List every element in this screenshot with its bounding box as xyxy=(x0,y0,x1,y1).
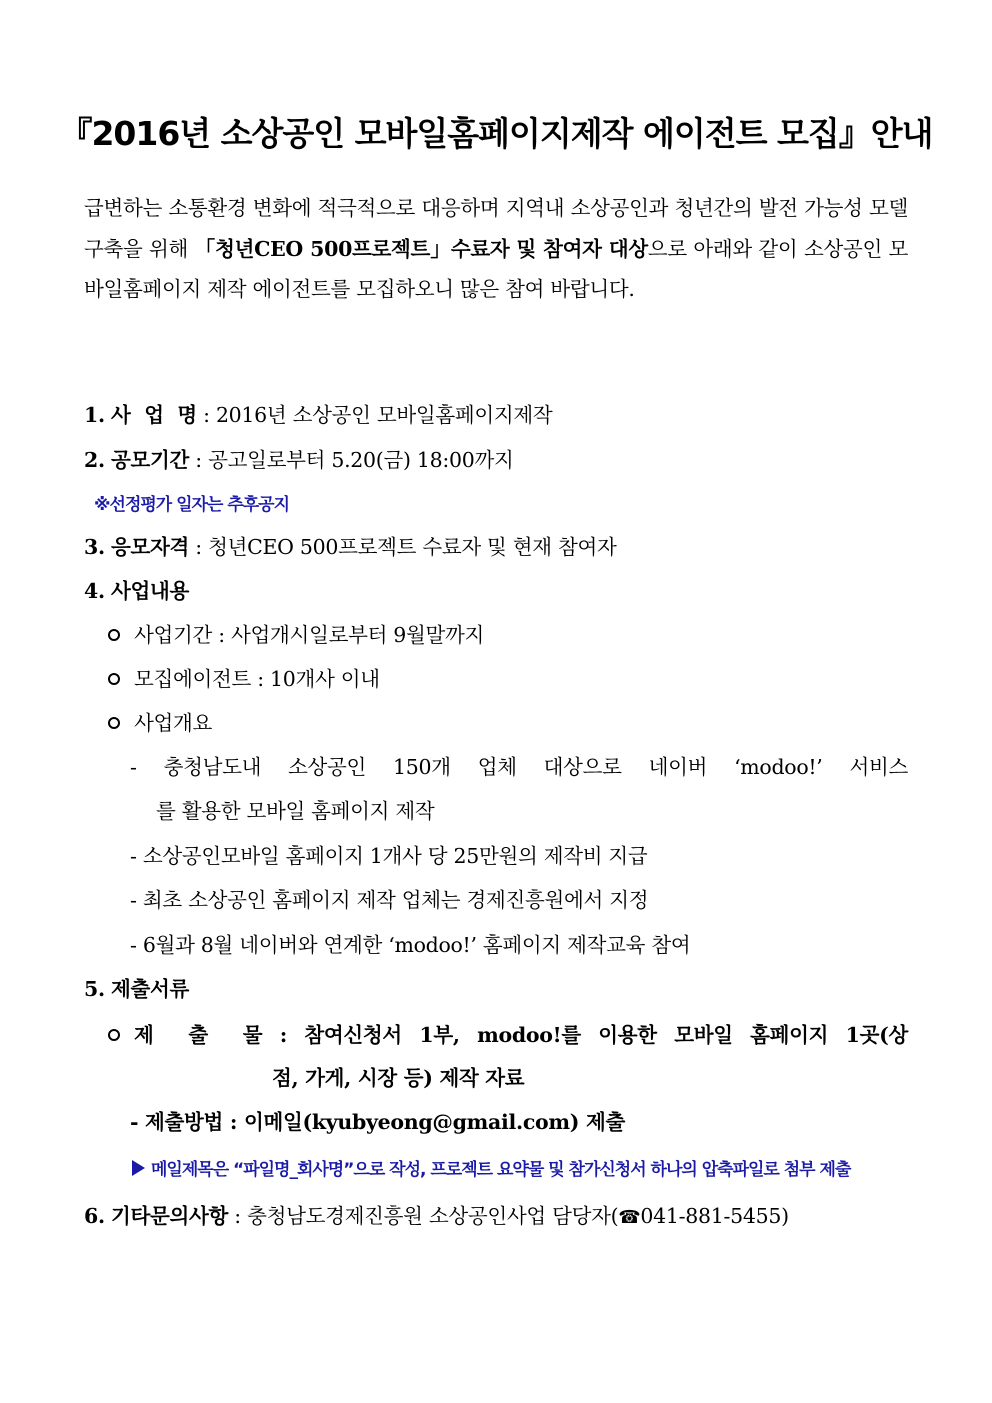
phone-icon: ☎ xyxy=(618,1207,641,1228)
triangle-bullet-icon xyxy=(132,1160,145,1176)
circle-bullet-icon xyxy=(108,1029,120,1041)
item-2-note: ※선정평가 일자는 추후공지 xyxy=(94,495,290,515)
item-5-note-text: 메일제목은 “파일명_회사명”으로 작성, 프로젝트 요약물 및 참가신청서 하나의 압축파일로 첨부 제출 xyxy=(151,1160,851,1180)
item-2-num: 2. xyxy=(84,448,105,472)
circle-bullet-icon xyxy=(108,629,120,641)
item-6-value: 충청남도경제진흥원 소상공인사업 담당자( xyxy=(247,1204,619,1228)
item-5-submission xyxy=(108,1018,908,1048)
intro-paragraph xyxy=(84,188,908,310)
item-5 xyxy=(84,972,189,1002)
item-5-sub1-label: 제 출 물 : xyxy=(134,1023,305,1047)
item-6 xyxy=(84,1199,789,1229)
item-3-value: 청년CEO 500프로젝트 수료자 및 현재 참여자 xyxy=(208,535,617,559)
item-2-label: 공모기간 xyxy=(111,448,190,472)
item-4-bullet-3 xyxy=(108,706,212,736)
item-5-note xyxy=(132,1155,850,1180)
item-3-sep: : xyxy=(189,535,209,559)
item-2 xyxy=(84,443,513,473)
item-5-sub1-value-a: 참여신청서 1부, modoo!를 이용한 모바일 홈페이지 1곳(상 xyxy=(304,1023,908,1047)
item-3-num: 3. xyxy=(84,535,105,559)
item-4-bullet-2 xyxy=(108,662,380,692)
item-5-sub2: - 제출방법 : 이메일(kyubyeong@gmail.com) 제출 xyxy=(130,1110,626,1134)
item-4-detail-2: - 소상공인모바일 홈페이지 1개사 당 25만원의 제작비 지급 xyxy=(130,844,648,868)
item-5-sub1-value-b: 점, 가게, 시장 등) 제작 자료 xyxy=(272,1066,525,1090)
item-4-label: 사업내용 xyxy=(111,579,190,603)
item-5-label: 제출서류 xyxy=(111,977,190,1001)
item-4-detail-1a: - 충청남도내 소상공인 150개 업체 대상으로 네이버 ‘modoo!’ 서비스 xyxy=(130,755,908,779)
circle-bullet-icon xyxy=(108,717,120,729)
item-2-value: 공고일로부터 5.20(금) 18:00까지 xyxy=(208,448,514,472)
intro-bold-text: 「청년CEO 500프로젝트」수료자 및 참여자 대상 xyxy=(194,236,648,261)
item-4-detail-4: - 6월과 8월 네이버와 연계한 ‘modoo!’ 홈페이지 제작교육 참여 xyxy=(130,933,691,957)
item-1-label: 사 업 명 xyxy=(111,403,197,427)
item-4-detail-3: - 최초 소상공인 홈페이지 제작 업체는 경제진흥원에서 지정 xyxy=(130,888,649,912)
item-5-num: 5. xyxy=(84,977,105,1001)
item-3-label: 응모자격 xyxy=(111,535,190,559)
item-6-sep: : xyxy=(228,1204,248,1228)
intro-text-2: 으로 아래와 같이 소상공인 모바일홈페이지 제작 에이전트를 모집하오니 많은 참여 바랍니다. xyxy=(84,236,908,301)
item-1-sep: : xyxy=(196,403,216,427)
page-title: 『2016년 소상공인 모바일홈페이지제작 에이전트 모집』안내 xyxy=(59,114,933,153)
item-1 xyxy=(84,398,552,428)
item-3 xyxy=(84,530,617,560)
item-4-detail-1b: 를 활용한 모바일 홈페이지 제작 xyxy=(156,799,435,823)
item-2-sep: : xyxy=(189,448,209,472)
item-4-bullet-1-text: 사업기간 : 사업개시일로부터 9월말까지 xyxy=(134,623,485,647)
item-4-bullet-2-text: 모집에이전트 : 10개사 이내 xyxy=(134,667,380,691)
item-6-label: 기타문의사항 xyxy=(111,1204,229,1228)
item-4-bullet-3-text: 사업개요 xyxy=(134,711,213,735)
item-1-num: 1. xyxy=(84,403,105,427)
item-6-phone: 041-881-5455) xyxy=(640,1204,789,1228)
item-1-value: 2016년 소상공인 모바일홈페이지제작 xyxy=(215,403,553,427)
item-4-num: 4. xyxy=(84,579,105,603)
item-4-bullet-1 xyxy=(108,618,484,648)
circle-bullet-icon xyxy=(108,673,120,685)
intro-text-1: 급변하는 소통환경 변화에 적극적으로 대응하며 지역내 소상공인과 청년간의 발전 가능성 모델 구축을 위해 xyxy=(84,196,908,261)
item-4 xyxy=(84,574,189,604)
item-6-num: 6. xyxy=(84,1204,105,1228)
